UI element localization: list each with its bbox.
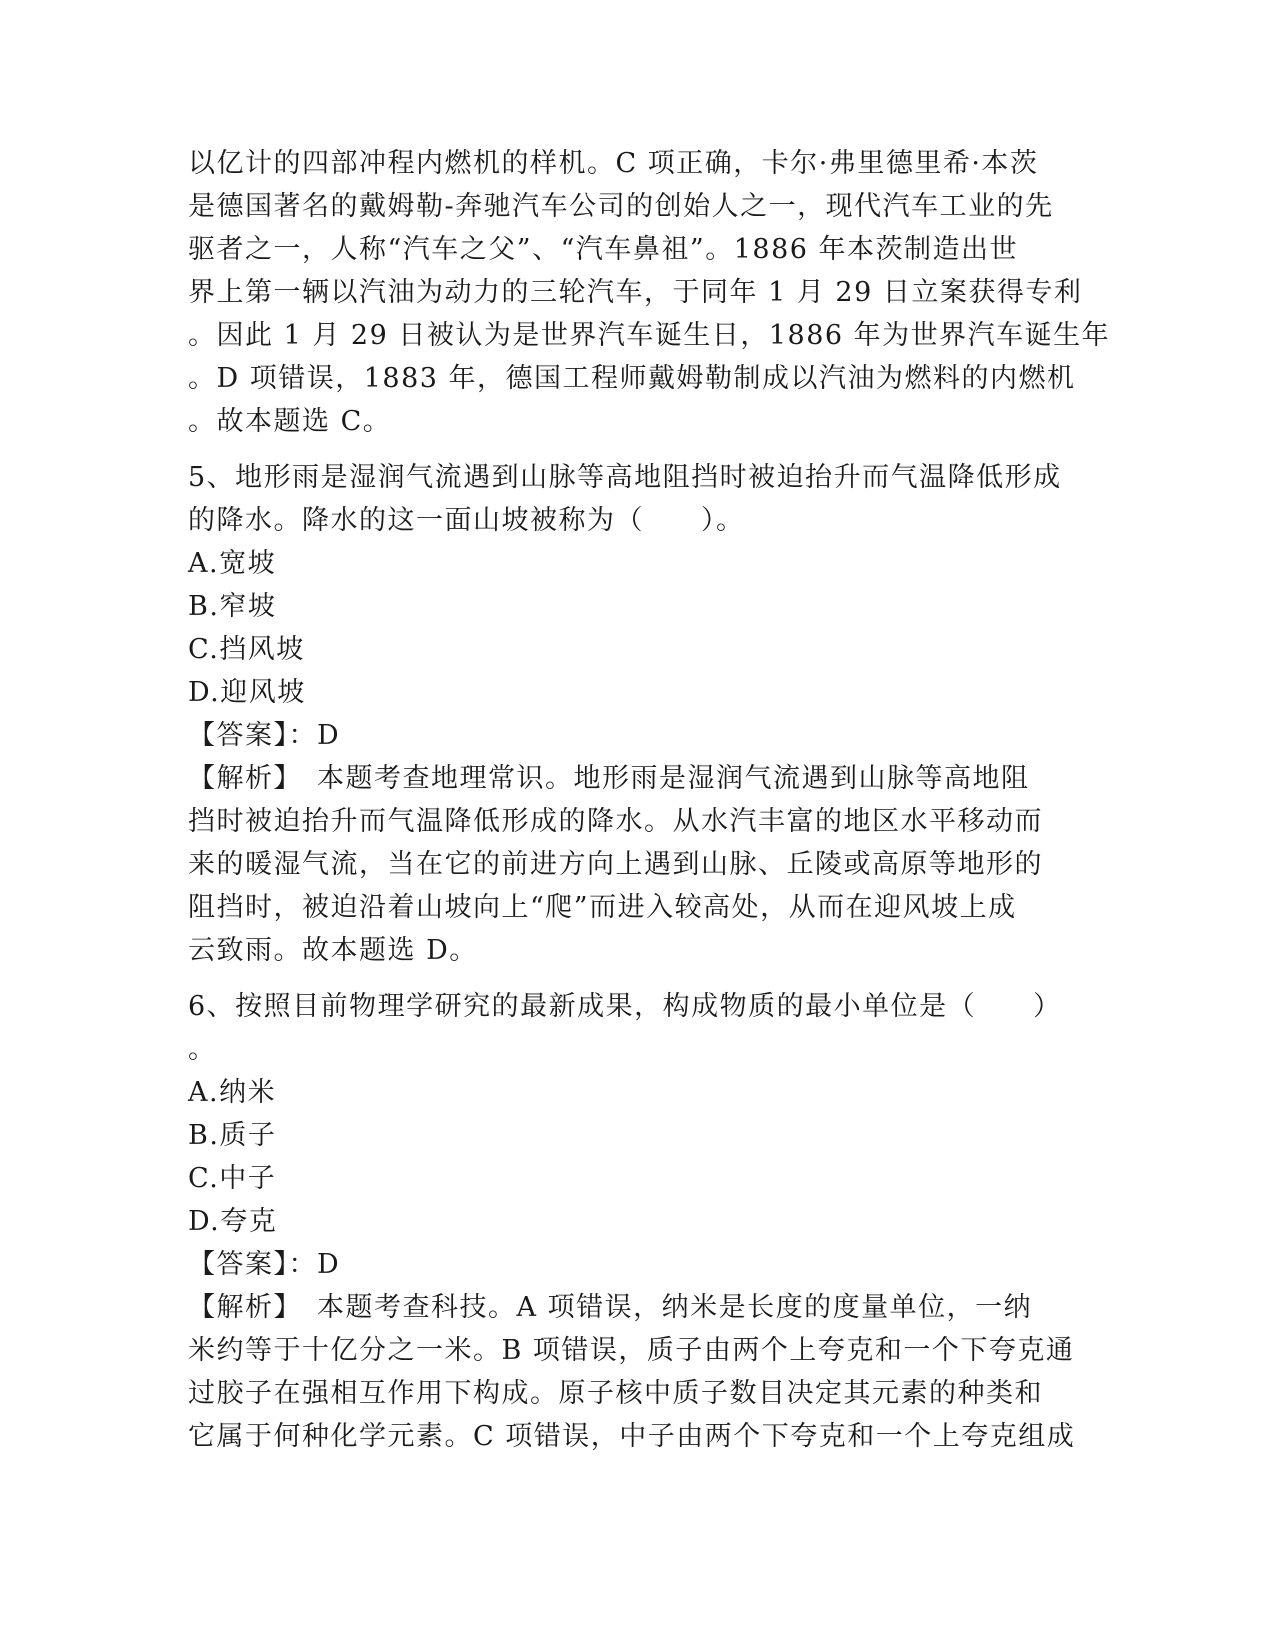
text-line: 。D 项错误，1883 年，德国工程师戴姆勒制成以汽油为燃料的内燃机 xyxy=(188,363,1076,394)
option-b: B.窄坡 xyxy=(188,591,277,622)
analysis-text: 米约等于十亿分之一米。B 项错误，质子由两个上夸克和一个下夸克通 xyxy=(188,1335,1075,1366)
text-line: 以亿计的四部冲程内燃机的样机。C 项正确，卡尔·弗里德里希·本茨 xyxy=(188,148,1039,179)
analysis-text: 阻挡时，被迫沿着山坡向上“爬”而进入较高处，从而在迎风坡上成 xyxy=(188,892,1017,923)
text-line: 。因此 1 月 29 日被认为是世界汽车诞生日，1886 年为世界汽车诞生年 xyxy=(188,320,1111,351)
option-c: C.中子 xyxy=(188,1163,277,1194)
question-5 xyxy=(188,456,1078,972)
question-text: 的降水。降水的这一面山坡被称为（ ）。 xyxy=(188,505,745,536)
option-b: B.质子 xyxy=(188,1120,277,1151)
answer-line: 【答案】：D xyxy=(188,1249,341,1280)
answer-line: 【答案】：D xyxy=(188,720,341,751)
intro-paragraph xyxy=(188,142,1111,443)
analysis-text: 来的暖湿气流，当在它的前进方向上遇到山脉、丘陵或高原等地形的 xyxy=(188,849,1043,880)
analysis-text: 它属于何种化学元素。C 项错误，中子由两个下夸克和一个上夸克组成 xyxy=(188,1421,1076,1452)
option-a: A.宽坡 xyxy=(188,548,277,579)
option-d: D.夸克 xyxy=(188,1206,278,1237)
text-line: 是德国著名的戴姆勒-奔驰汽车公司的创始人之一，现代汽车工业的先 xyxy=(188,191,1054,222)
analysis-text: 【解析】 本题考查地理常识。地形雨是湿润气流遇到山脉等高地阻 xyxy=(188,763,1030,794)
text-line: 界上第一辆以汽油为动力的三轮汽车，于同年 1 月 29 日立案获得专利 xyxy=(188,277,1083,308)
option-c: C.挡风坡 xyxy=(188,634,305,665)
option-d: D.迎风坡 xyxy=(188,677,306,708)
question-text: 6、按照目前物理学研究的最新成果，构成物质的最小单位是（ ） xyxy=(188,991,1062,1022)
option-a: A.纳米 xyxy=(188,1077,277,1108)
document-page xyxy=(188,142,1111,1458)
analysis-text: 云致雨。故本题选 D。 xyxy=(188,935,478,966)
question-text: 。 xyxy=(188,1034,217,1065)
analysis-text: 挡时被迫抬升而气温降低形成的降水。从水汽丰富的地区水平移动而 xyxy=(188,806,1043,837)
analysis-text: 过胶子在强相互作用下构成。原子核中质子数目决定其元素的种类和 xyxy=(188,1378,1043,1409)
text-line: 。故本题选 C。 xyxy=(188,406,392,437)
analysis-text: 【解析】 本题考查科技。A 项错误，纳米是长度的度量单位，一纳 xyxy=(188,1292,1033,1323)
text-line: 驱者之一，人称“汽车之父”、“汽车鼻祖”。1886 年本茨制造出世 xyxy=(188,234,1019,265)
question-6 xyxy=(188,985,1078,1458)
question-text: 5、地形雨是湿润气流遇到山脉等高地阻挡时被迫抬升而气温降低形成 xyxy=(188,462,1062,493)
